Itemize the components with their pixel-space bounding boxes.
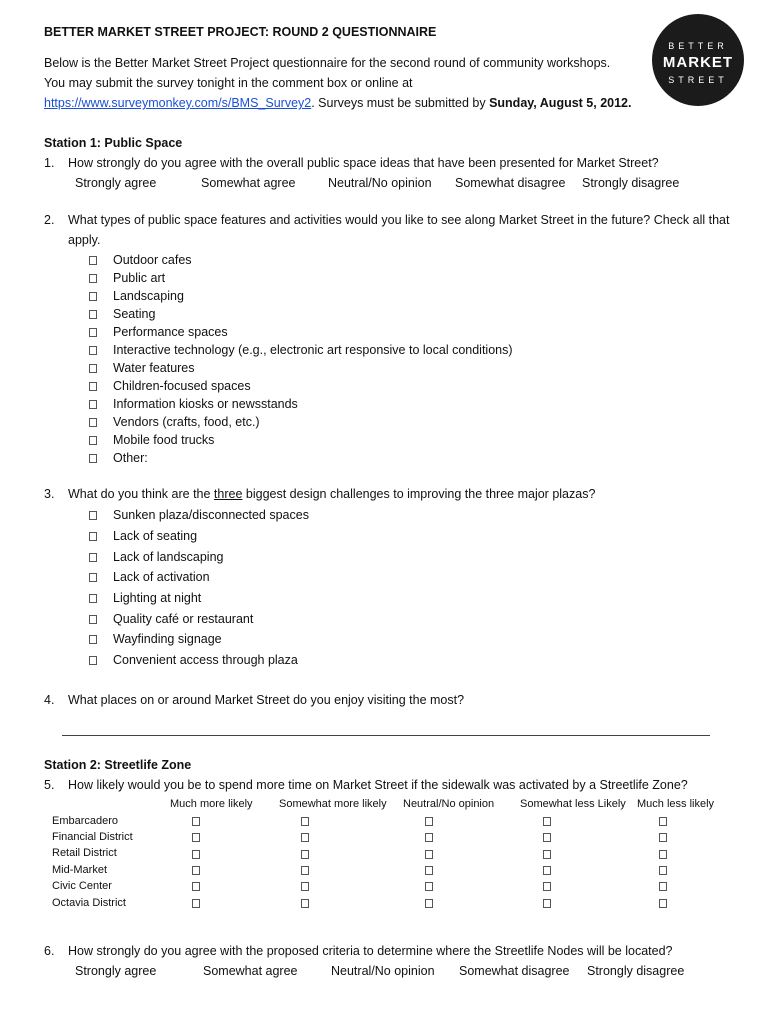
logo-line-3: STREET <box>668 75 728 85</box>
q1-option-somewhat-disagree[interactable]: Somewhat disagree <box>455 176 566 190</box>
q6-option-somewhat-agree[interactable]: Somewhat agree <box>203 964 298 978</box>
checkbox[interactable] <box>89 635 97 644</box>
q2-item-label: Children-focused spaces <box>113 379 251 393</box>
checkbox[interactable] <box>89 328 97 337</box>
q5-checkbox[interactable] <box>192 850 200 859</box>
q3-text-underlined: three <box>213 487 243 501</box>
q3-item[interactable] <box>89 591 201 605</box>
q5-number: 5. <box>44 778 55 792</box>
better-market-street-logo <box>652 14 744 106</box>
q2-item-label: Public art <box>113 271 166 285</box>
q5-row-label: Retail District <box>52 847 117 859</box>
q2-item-label: Landscaping <box>113 289 184 303</box>
q2-item[interactable] <box>89 325 228 339</box>
q2-item[interactable] <box>89 289 184 303</box>
checkbox[interactable] <box>89 382 97 391</box>
intro-line-1: Below is the Better Market Street Project questionnaire for the second round of community workshops. <box>44 56 611 70</box>
q5-checkbox[interactable] <box>543 866 551 875</box>
q3-item-label: Wayfinding signage <box>113 632 222 646</box>
survey-link[interactable]: https://www.surveymonkey.com/s/BMS_Survey2 <box>44 96 312 110</box>
q3-item[interactable] <box>89 508 309 522</box>
q5-checkbox[interactable] <box>301 817 309 826</box>
q5-checkbox[interactable] <box>425 817 433 826</box>
intro-mid-text: . Surveys must be submitted by <box>311 96 490 110</box>
checkbox[interactable] <box>89 436 97 445</box>
q3-number: 3. <box>44 487 55 501</box>
q2-item[interactable] <box>89 397 298 411</box>
checkbox[interactable] <box>89 310 97 319</box>
q3-item-label: Lack of activation <box>113 570 210 584</box>
checkbox[interactable] <box>89 364 97 373</box>
station-2-heading: Station 2: Streetlife Zone <box>44 758 192 772</box>
q2-item-label: Interactive technology (e.g., electronic art responsive to local conditions) <box>113 343 513 357</box>
q5-checkbox[interactable] <box>301 833 309 842</box>
q3-text-a: What do you think are the <box>68 487 214 501</box>
q5-checkbox[interactable] <box>192 866 200 875</box>
q5-checkbox[interactable] <box>543 899 551 908</box>
q1-number: 1. <box>44 156 55 170</box>
q6-number: 6. <box>44 944 55 958</box>
q2-item[interactable] <box>89 379 251 393</box>
q5-checkbox[interactable] <box>301 866 309 875</box>
q5-column-header: Somewhat more likely <box>279 798 387 810</box>
q6-option-strongly-disagree[interactable]: Strongly disagree <box>587 964 685 978</box>
intro-line-3 <box>44 96 631 110</box>
q3-item-label: Lack of landscaping <box>113 550 224 564</box>
q3-item-label: Sunken plaza/disconnected spaces <box>113 508 309 522</box>
q5-checkbox[interactable] <box>543 817 551 826</box>
q5-checkbox[interactable] <box>659 817 667 826</box>
q2-item-label: Seating <box>113 307 156 321</box>
q5-checkbox[interactable] <box>301 882 309 891</box>
q2-item[interactable] <box>89 451 148 465</box>
q2-item-label: Vendors (crafts, food, etc.) <box>113 415 260 429</box>
logo-line-1: BETTER <box>668 41 728 51</box>
q4-answer-line[interactable] <box>62 735 710 736</box>
q5-checkbox[interactable] <box>425 833 433 842</box>
q5-checkbox[interactable] <box>659 899 667 908</box>
q5-checkbox[interactable] <box>192 899 200 908</box>
q5-checkbox[interactable] <box>659 833 667 842</box>
q3-item[interactable] <box>89 653 298 667</box>
checkbox[interactable] <box>89 454 97 463</box>
checkbox[interactable] <box>89 418 97 427</box>
intro-line-2: You may submit the survey tonight in the comment box or online at <box>44 76 413 90</box>
logo-line-2: MARKET <box>662 54 734 71</box>
q3-item[interactable] <box>89 612 253 626</box>
checkbox[interactable] <box>89 532 97 541</box>
q5-row-label: Octavia District <box>52 897 126 909</box>
q5-row-label: Civic Center <box>52 880 112 892</box>
checkbox[interactable] <box>89 256 97 265</box>
q2-item[interactable] <box>89 433 214 447</box>
q5-checkbox[interactable] <box>543 882 551 891</box>
q4-number: 4. <box>44 693 55 707</box>
q5-checkbox[interactable] <box>301 850 309 859</box>
q2-item[interactable] <box>89 415 260 429</box>
q2-item-label: Performance spaces <box>113 325 228 339</box>
q5-checkbox[interactable] <box>425 850 433 859</box>
q2-item-label: Mobile food trucks <box>113 433 215 447</box>
q5-checkbox[interactable] <box>543 833 551 842</box>
q3-item-label: Convenient access through plaza <box>113 653 298 667</box>
q5-checkbox[interactable] <box>659 866 667 875</box>
q2-item-label: Outdoor cafes <box>113 253 192 267</box>
q5-checkbox[interactable] <box>192 833 200 842</box>
checkbox[interactable] <box>89 400 97 409</box>
q5-checkbox[interactable] <box>425 899 433 908</box>
page-title: BETTER MARKET STREET PROJECT: ROUND 2 QUESTIONNAIRE <box>44 25 437 39</box>
q5-checkbox[interactable] <box>192 817 200 826</box>
q1-option-strongly-agree[interactable]: Strongly agree <box>75 176 157 190</box>
q2-number: 2. <box>44 213 55 227</box>
station-1-heading: Station 1: Public Space <box>44 136 183 150</box>
q6-option-strongly-agree[interactable]: Strongly agree <box>75 964 157 978</box>
checkbox[interactable] <box>89 615 97 624</box>
q3-item[interactable] <box>89 529 197 543</box>
deadline-text: Sunday, August 5, 2012. <box>489 96 632 110</box>
q2-item[interactable] <box>89 253 192 267</box>
q2-item[interactable] <box>89 343 513 357</box>
checkbox[interactable] <box>89 292 97 301</box>
q2-item-label: Other: <box>113 451 148 465</box>
q5-checkbox[interactable] <box>192 882 200 891</box>
q5-checkbox[interactable] <box>301 899 309 908</box>
q3-item-label: Lighting at night <box>113 591 202 605</box>
q5-column-header: Neutral/No opinion <box>403 798 495 810</box>
q2-item-label: Information kiosks or newsstands <box>113 397 298 411</box>
q2-text-line-1: What types of public space features and activities would you like to see along Market Street in the future? Check all that <box>68 213 730 227</box>
q1-option-neutral[interactable]: Neutral/No opinion <box>328 176 432 190</box>
checkbox[interactable] <box>89 573 97 582</box>
q2-text-line-2: apply. <box>68 233 101 247</box>
q3-text-b: biggest design challenges to improving the three major plazas? <box>242 487 596 501</box>
q6-option-somewhat-disagree[interactable]: Somewhat disagree <box>459 964 570 978</box>
q5-row-label: Financial District <box>52 831 133 843</box>
checkbox[interactable] <box>89 346 97 355</box>
checkbox[interactable] <box>89 656 97 665</box>
q1-text: How strongly do you agree with the overall public space ideas that have been presented for Market Street? <box>68 156 659 170</box>
q2-item[interactable] <box>89 271 165 285</box>
q2-item[interactable] <box>89 361 195 375</box>
q5-checkbox[interactable] <box>425 866 433 875</box>
q5-checkbox[interactable] <box>659 882 667 891</box>
q4-text: What places on or around Market Street do you enjoy visiting the most? <box>68 693 465 707</box>
q3-item-label: Lack of seating <box>113 529 198 543</box>
checkbox[interactable] <box>89 553 97 562</box>
q6-text: How strongly do you agree with the proposed criteria to determine where the Streetlife Nodes will be located? <box>68 944 673 958</box>
q5-row-label: Mid-Market <box>52 864 108 876</box>
q1-option-somewhat-agree[interactable]: Somewhat agree <box>201 176 296 190</box>
q2-item-label: Water features <box>113 361 195 375</box>
q3-item[interactable] <box>89 550 224 564</box>
q5-checkbox[interactable] <box>543 850 551 859</box>
q5-column-header: Much less likely <box>637 798 715 810</box>
q3-item[interactable] <box>89 570 210 584</box>
q5-checkbox[interactable] <box>659 850 667 859</box>
checkbox[interactable] <box>89 274 97 283</box>
checkbox[interactable] <box>89 594 97 603</box>
checkbox[interactable] <box>89 511 97 520</box>
q6-option-neutral[interactable]: Neutral/No opinion <box>331 964 435 978</box>
q5-row-label: Embarcadero <box>52 815 119 827</box>
q5-text: How likely would you be to spend more time on Market Street if the sidewalk was activated by a Streetlife Zone? <box>68 778 688 792</box>
q5-column-header: Somewhat less Likely <box>520 798 626 810</box>
q3-item[interactable] <box>89 632 222 646</box>
q5-column-header: Much more likely <box>170 798 253 810</box>
q3-item-label: Quality café or restaurant <box>113 612 254 626</box>
q1-option-strongly-disagree[interactable]: Strongly disagree <box>582 176 680 190</box>
q5-checkbox[interactable] <box>425 882 433 891</box>
q2-item[interactable] <box>89 307 155 321</box>
q3-text <box>68 487 595 501</box>
